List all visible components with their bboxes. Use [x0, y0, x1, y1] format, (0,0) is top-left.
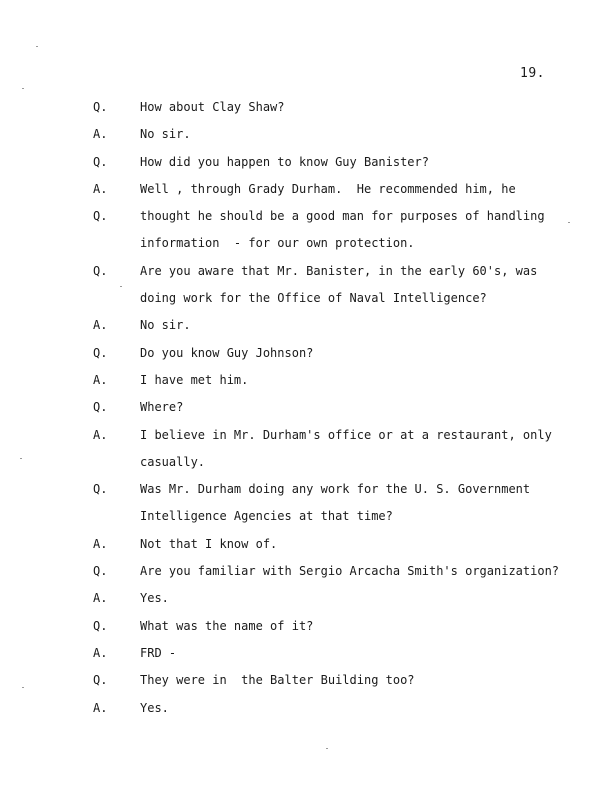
line-text: FRD - — [140, 645, 177, 660]
transcript-line — [0, 152, 612, 179]
transcript-line — [0, 616, 612, 643]
transcript-line — [0, 97, 612, 124]
line-text: Well , through Grady Durham. He recommended him, he — [140, 181, 516, 196]
scan-speck — [120, 286, 122, 287]
line-text: Are you aware that Mr. Banister, in the early 60's, was — [140, 263, 538, 278]
line-text: How about Clay Shaw? — [140, 100, 285, 114]
line-text: What was the name of it? — [140, 618, 314, 633]
speaker-label: A. — [93, 591, 108, 606]
speaker-label: Q. — [93, 154, 108, 169]
page-number: 19. — [520, 66, 545, 81]
transcript-line — [0, 261, 612, 288]
line-text: How did you happen to know Guy Banister? — [140, 154, 429, 169]
speaker-label: A. — [93, 127, 108, 142]
transcript-line — [0, 534, 612, 561]
transcript-line — [0, 179, 612, 206]
line-text: I believe in Mr. Durham's office or at a restaurant, only — [140, 427, 552, 442]
transcript-line — [0, 643, 612, 670]
transcript-line — [0, 479, 612, 506]
transcript-line — [0, 588, 612, 615]
transcript-line — [0, 124, 612, 151]
speaker-label: Q. — [93, 100, 108, 114]
transcript-line — [0, 288, 612, 315]
speaker-label: A. — [93, 700, 108, 715]
transcript-line — [0, 397, 612, 424]
speaker-label: A. — [93, 645, 108, 660]
transcript-line — [0, 425, 612, 452]
scan-speck — [20, 458, 22, 459]
speaker-label: A. — [93, 318, 108, 333]
speaker-label: Q. — [93, 209, 108, 224]
transcript-line — [0, 670, 612, 697]
speaker-label: A. — [93, 181, 108, 196]
transcript-line — [0, 233, 612, 260]
line-text: thought he should be a good man for purposes of handling — [140, 209, 545, 224]
scan-speck — [326, 748, 328, 749]
speaker-label: Q. — [93, 400, 108, 415]
line-text: No sir. — [140, 127, 191, 142]
line-text: information - for our own protection. — [140, 236, 415, 251]
transcript-line — [0, 561, 612, 588]
speaker-label: Q. — [93, 345, 108, 360]
scan-speck — [36, 46, 38, 47]
transcript-line — [0, 370, 612, 397]
line-text: doing work for the Office of Naval Intelligence? — [140, 291, 487, 306]
transcript-line — [0, 452, 612, 479]
transcript-line — [0, 315, 612, 342]
line-text: They were in the Balter Building too? — [140, 673, 415, 688]
speaker-label: Q. — [93, 673, 108, 688]
line-text: Intelligence Agencies at that time? — [140, 509, 393, 524]
line-text: Was Mr. Durham doing any work for the U. S. Government — [140, 482, 531, 497]
line-text: Yes. — [140, 591, 169, 606]
line-text: Where? — [140, 400, 184, 415]
line-text: Yes. — [140, 700, 169, 715]
line-text: No sir. — [140, 318, 191, 333]
speaker-label: Q. — [93, 263, 108, 278]
transcript-line — [0, 343, 612, 370]
speaker-label: Q. — [93, 482, 108, 497]
transcript-line — [0, 506, 612, 533]
scan-speck — [568, 222, 570, 223]
line-text: Do you know Guy Johnson? — [140, 345, 314, 360]
scan-speck — [22, 687, 24, 688]
transcript-line — [0, 206, 612, 233]
speaker-label: A. — [93, 427, 108, 442]
transcript — [0, 97, 612, 725]
line-text: casually. — [140, 454, 206, 469]
scan-speck — [22, 88, 24, 89]
line-text: Are you familiar with Sergio Arcacha Smith's organization? — [140, 564, 560, 579]
transcript-line — [0, 698, 612, 725]
speaker-label: A. — [93, 372, 108, 387]
line-text: Not that I know of. — [140, 536, 278, 551]
line-text: I have met him. — [140, 372, 249, 387]
speaker-label: Q. — [93, 618, 108, 633]
speaker-label: A. — [93, 536, 108, 551]
speaker-label: Q. — [93, 564, 108, 579]
